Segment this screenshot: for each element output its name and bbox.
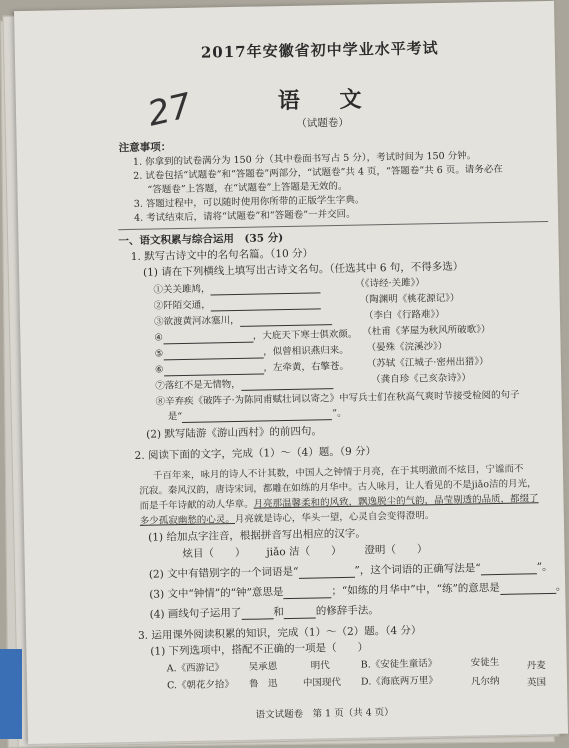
pinyin-item-3: 澄明（ ） bbox=[364, 543, 428, 557]
fill-source-4: （杜甫《茅屋为秋风所破歌》） bbox=[362, 324, 491, 338]
fill-line-8-answer: 是“ ”。 bbox=[167, 408, 347, 423]
section-1-heading: 一、语文积累与综合运用 (35 分) bbox=[118, 232, 284, 248]
option-a-era: 明代 bbox=[310, 660, 330, 672]
passage-line-2: 沉寂。秦风汉韵，唐诗宋词，都雕在如练的月华中。古人咏月，让人看见的不是jiǎo洁的月光， bbox=[139, 478, 537, 497]
note-1: 1. 你拿到的试卷满分为 150 分（其中卷面书写占 5 分），考试时间为 150 分钟。 bbox=[132, 150, 477, 168]
option-c-era: 中国现代 bbox=[302, 677, 342, 689]
fill-line-6: ⑥ ，左牵黄，右擎苍。 bbox=[154, 360, 350, 376]
exam-title: 2017年安徽省初中学业水平考试 bbox=[200, 39, 439, 62]
fill-source-6: （苏轼《江城子·密州出猎》） bbox=[366, 356, 489, 370]
paper-type: （试题卷） bbox=[296, 116, 349, 130]
question-2-4: (4) 画线句子运用了 和 的修辞手法。 bbox=[149, 604, 379, 621]
table-edge bbox=[0, 649, 22, 739]
pinyin-item-1: 炫目（ ） bbox=[182, 546, 246, 561]
pinyin-item-2: jiǎo 洁（ ） bbox=[266, 544, 342, 559]
option-b-author: 安徒生 bbox=[470, 656, 500, 669]
handwritten-mark: 27 bbox=[144, 85, 196, 135]
question-2-2: (2) 文中有错别字的一个词语是“ ”，这个词语的正确写法是“ ”。 bbox=[148, 560, 553, 581]
fill-line-5: ⑤ ，似曾相识燕归来。 bbox=[154, 344, 349, 360]
option-d-title: D.《海底两万里》 bbox=[360, 675, 438, 688]
option-d-country: 英国 bbox=[526, 677, 547, 689]
question-3-1: (1) 下列选项中，搭配不正确的一项是（ ） bbox=[150, 641, 369, 658]
passage-line-1: 千百年来，咏月的诗人不计其数，中国人之钟情于月亮，在于其明澈而不炫目，宁谧而不 bbox=[152, 463, 524, 482]
question-1: 1. 默写古诗文中的名句名篇。（10 分） bbox=[130, 247, 314, 263]
question-2-3: (3) 文中“钟情”的“钟”意思是 ；“如练的月华中”中，“练”的意思是 。 bbox=[149, 580, 567, 601]
question-2: 2. 阅读下面的文字，完成（1）～（4）题。（9 分） bbox=[134, 445, 377, 462]
subject-title: 语 文 bbox=[277, 86, 378, 115]
exam-page bbox=[14, 1, 568, 744]
option-c-author: 鲁 迅 bbox=[248, 678, 278, 690]
option-d-author: 凡尔纳 bbox=[470, 675, 500, 688]
option-b-country: 丹麦 bbox=[526, 660, 546, 672]
fill-line-4: ④ ，大庇天下寒士俱欢颜。 bbox=[154, 328, 358, 344]
question-3: 3. 运用课外阅读积累的知识，完成（1）～（2）题。（4 分） bbox=[137, 624, 422, 642]
note-2: 2. 试卷包括“试题卷”和“答题卷”两部分，“试题卷”共 4 页，“答题卷”共 6 页。请务必在 bbox=[133, 163, 503, 182]
fill-line-2: ②阡陌交通， bbox=[154, 297, 321, 312]
passage-line-3: 而是千年诗献的动人华章。月亮那温馨柔和的风致，飘逸脱尘的气韵，晶莹剔透的品质，都缀了 bbox=[139, 493, 539, 512]
option-c-title: C.《朝花夕拾》 bbox=[166, 679, 235, 692]
fill-line-1: ①关关雎鸠， bbox=[153, 281, 320, 296]
question-1-2: (2) 默写陆游《游山西村》的前四句。 bbox=[146, 425, 323, 441]
page-footer: 语文试题卷 第 1 页（共 4 页） bbox=[255, 707, 394, 721]
option-a-author: 吴承恩 bbox=[248, 661, 278, 673]
note-2-cont: “答题卷”上答题，在“试题卷”上答题是无效的。 bbox=[147, 180, 348, 196]
option-a-title: A.《西游记》 bbox=[166, 662, 225, 675]
passage-line-4: 多少孤寂幽愁的心灵。月亮就是诗心，华头一望，心灵自会变得澄明。 bbox=[139, 510, 435, 527]
fill-line-3: ③欲渡黄河冰塞川， bbox=[154, 313, 332, 328]
question-1-1: (1) 请在下列横线上填写出古诗文名句。（任选其中 6 句，不得多选） bbox=[142, 260, 464, 279]
fill-line-7: ⑦落红不是无情物， bbox=[155, 377, 333, 392]
fill-source-1: （《诗经·关雎》） bbox=[355, 277, 425, 290]
option-b-title: B.《安徒生童话》 bbox=[360, 658, 438, 671]
note-4: 4. 考试结束后，请将“试题卷”和“答题卷”一并交回。 bbox=[133, 208, 356, 224]
notes-heading: 注意事项： bbox=[118, 141, 172, 155]
fill-source-7: （龚自珍《己亥杂诗》） bbox=[371, 372, 472, 386]
fill-source-5: （晏殊《浣溪沙》） bbox=[366, 340, 448, 354]
fill-source-2: （陶渊明《桃花源记》） bbox=[359, 292, 460, 306]
fill-line-8: ⑧辛弃疾《破阵子·为陈同甫赋壮词以寄之》中写兵士们在秋高气爽时节接受检阅的句子 bbox=[155, 389, 520, 408]
note-3: 3. 答题过程中，可以随时使用你所带的正版学生字典。 bbox=[133, 194, 365, 210]
fill-source-3: （李白《行路难》） bbox=[363, 308, 445, 322]
question-2-1: (1) 给加点字注音，根据拼音写出相应的汉字。 bbox=[148, 527, 366, 544]
